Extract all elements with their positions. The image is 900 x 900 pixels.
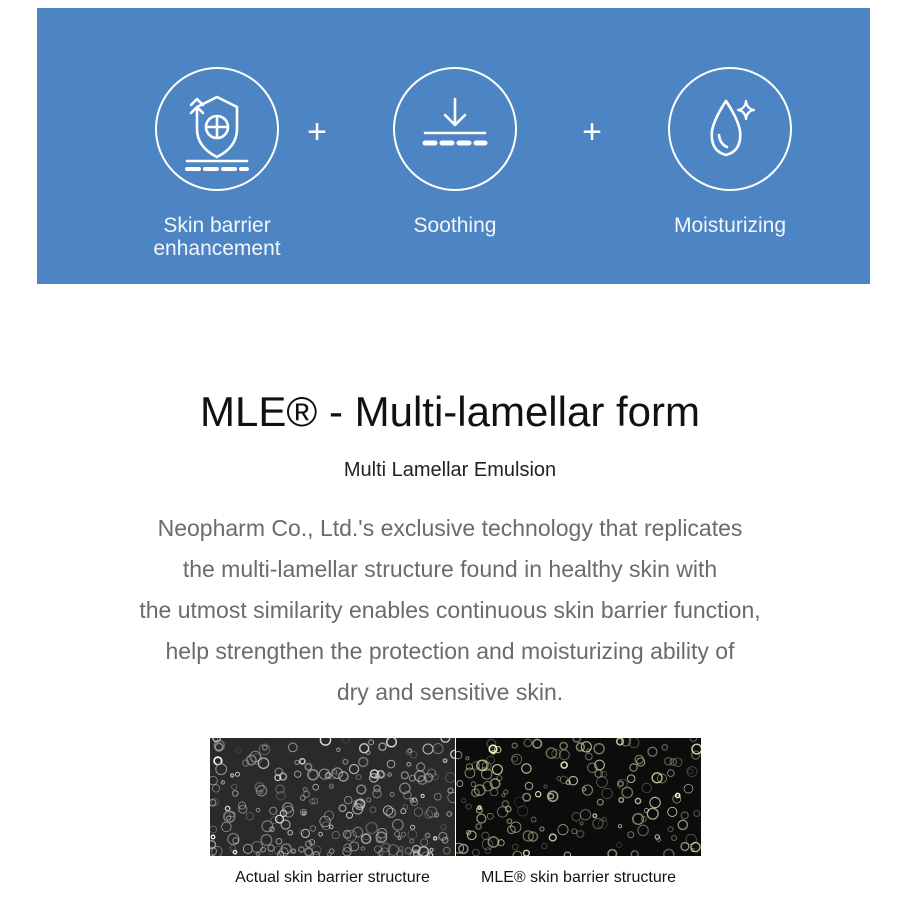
mle-skin-barrier-image [456,738,701,856]
benefit-label: Soothing [413,214,497,237]
description-line: dry and sensitive skin. [336,679,564,705]
description-line: the multi-lamellar structure found in healthy skin with [182,556,718,582]
section-title: MLE® - Multi-lamellar form [199,388,700,435]
benefit-skin-barrier [117,67,317,260]
plus-sign: + [307,113,327,151]
section-subtitle: Multi Lamellar Emulsion [343,459,557,481]
benefit-label: Skin barrier enhancement [153,214,281,260]
description-line: Neopharm Co., Ltd.'s exclusive technology that replicates [157,515,743,541]
image-caption-actual: Actual skin barrier structure [235,869,430,886]
benefits-banner [37,8,870,284]
description-line: the utmost similarity enables continuous skin barrier function, [139,597,761,623]
download-layer-icon [395,69,515,189]
benefit-circle [668,67,792,191]
shield-barrier-icon [157,69,277,189]
section-description [60,508,840,713]
benefit-soothing [355,67,555,237]
benefit-label: Moisturizing [673,214,787,237]
micrograph-actual [210,738,455,856]
description-line: help strengthen the protection and moisturizing ability of [165,638,735,664]
actual-skin-barrier-image [210,738,455,856]
benefit-circle [155,67,279,191]
image-caption-mle: MLE® skin barrier structure [481,869,676,886]
water-drop-sparkle-icon [670,69,790,189]
micrograph-mle [456,738,701,856]
benefit-moisturizing [630,67,830,237]
plus-sign: + [582,113,602,151]
benefit-circle [393,67,517,191]
